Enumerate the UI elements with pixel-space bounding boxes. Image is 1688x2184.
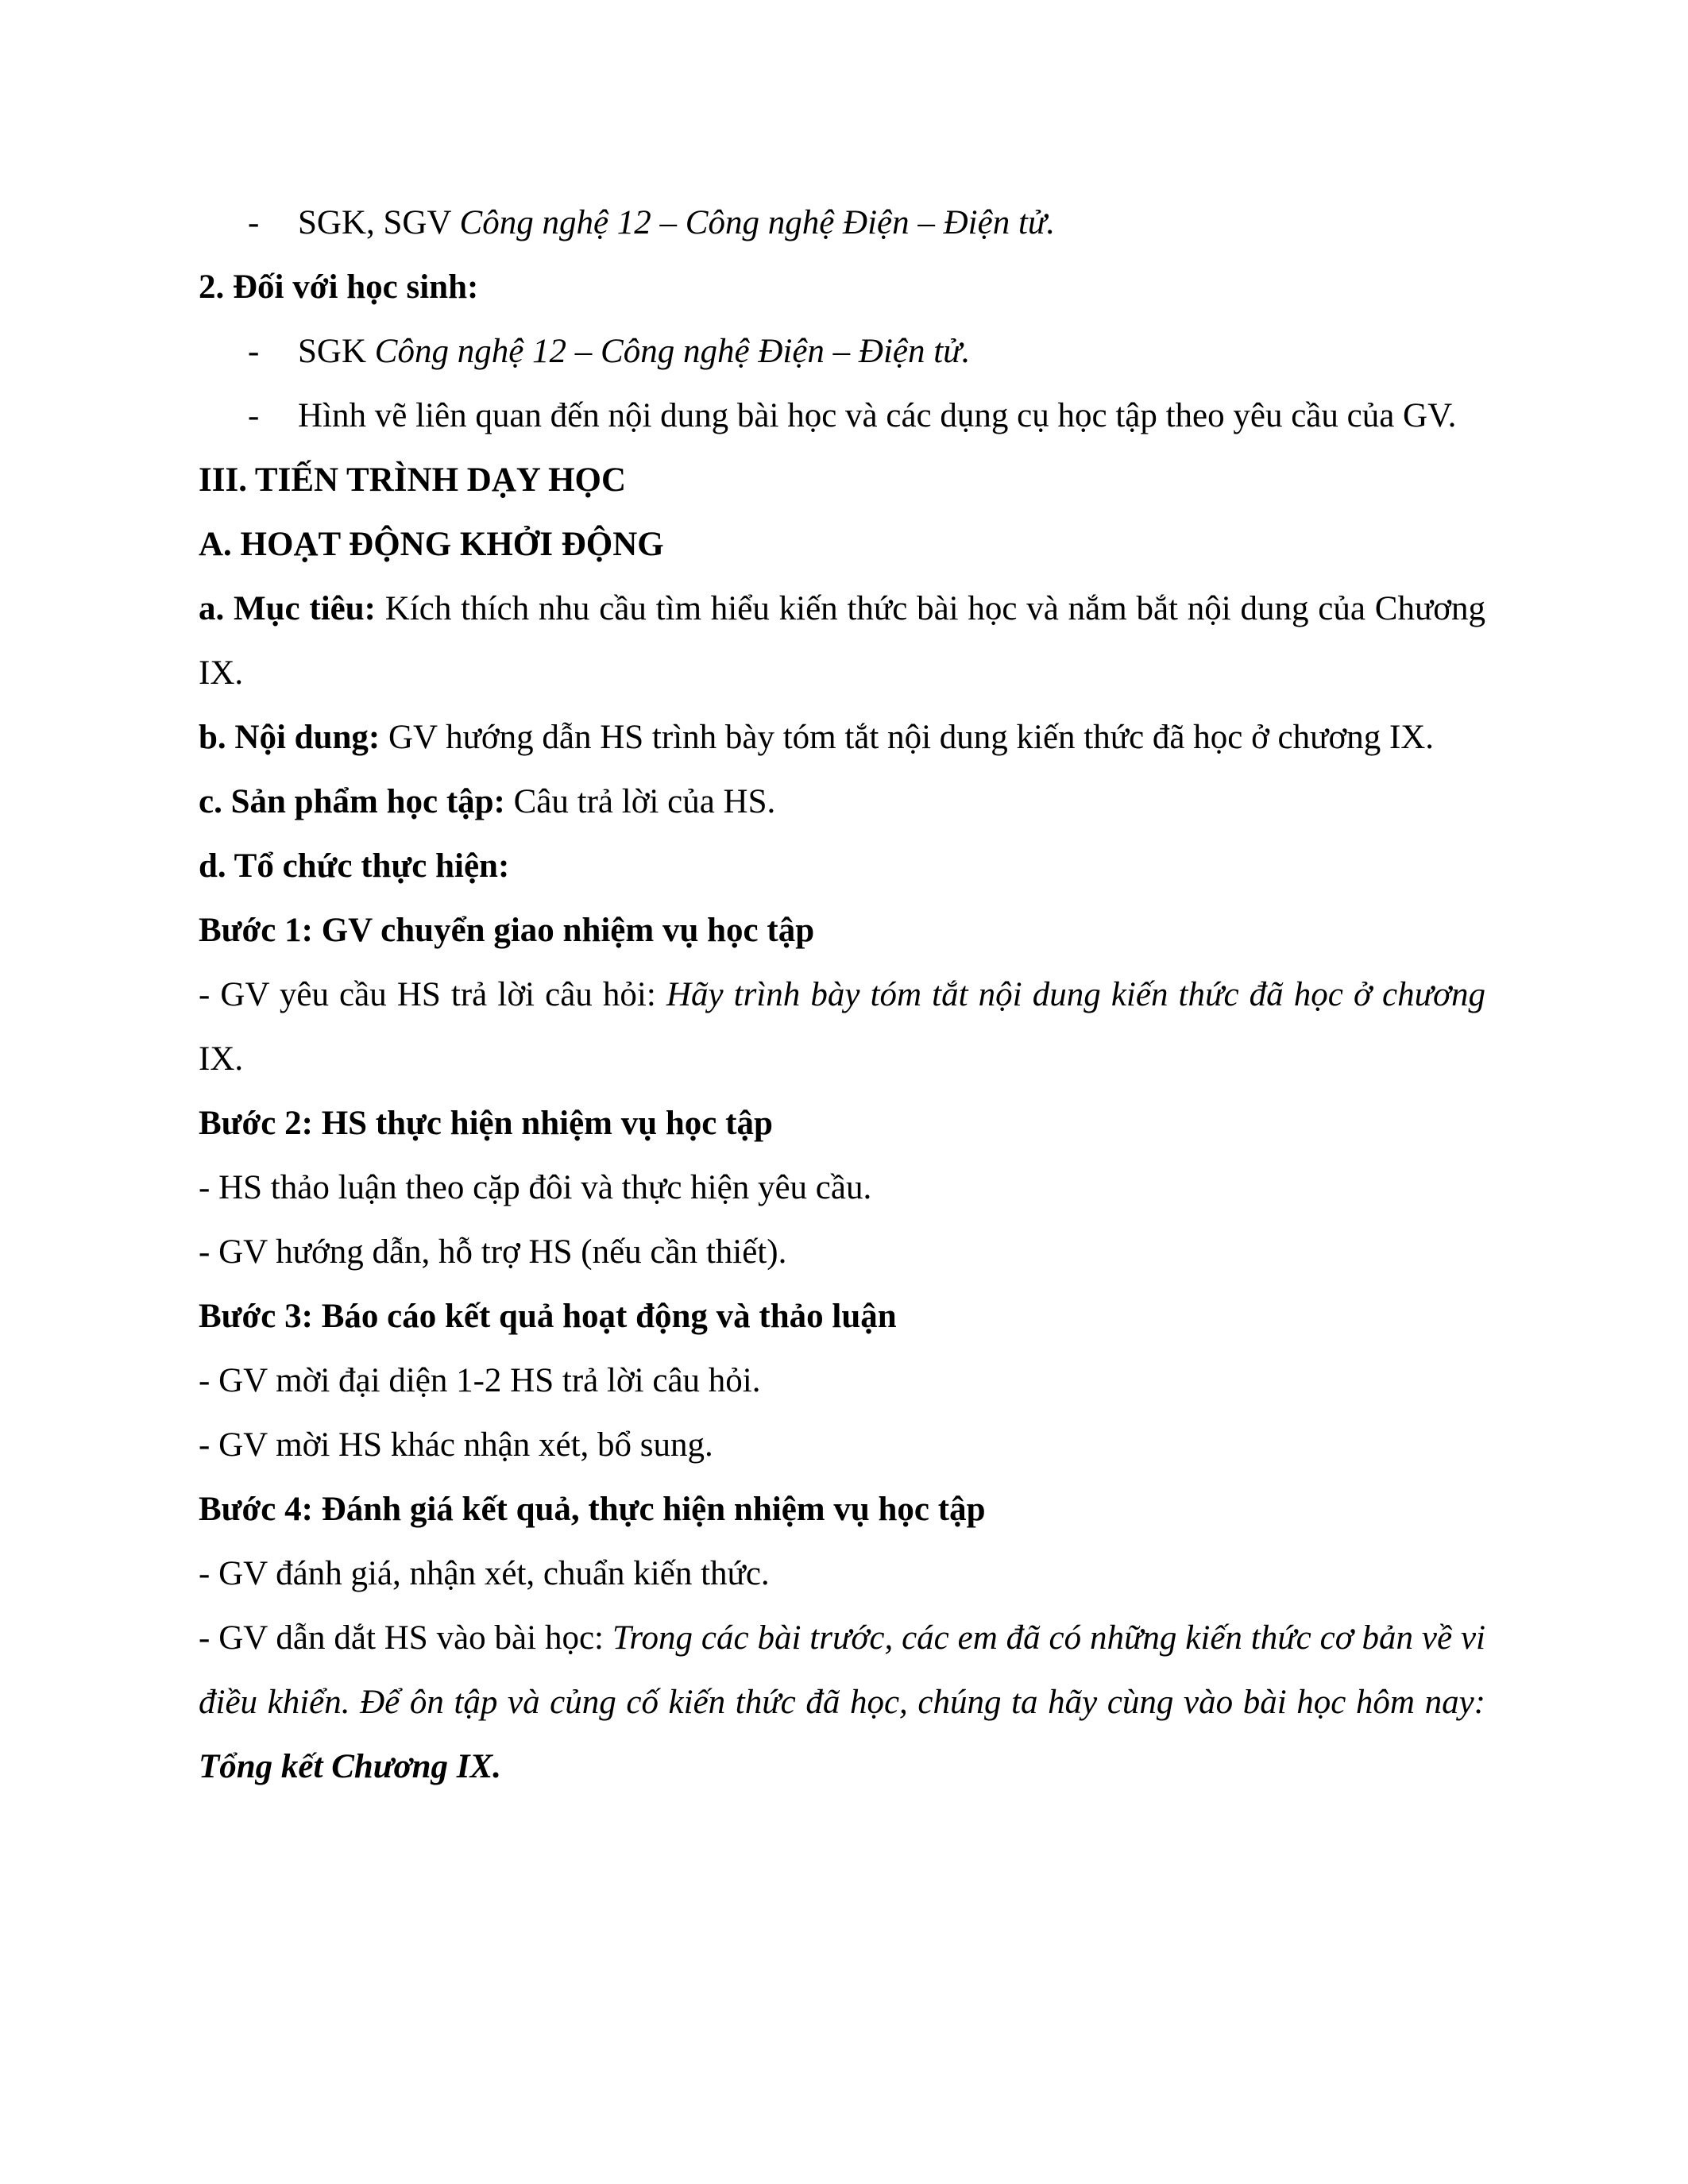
goal-label: a. Mục tiêu: bbox=[199, 590, 376, 627]
step2-heading: Bước 2: HS thực hiện nhiệm vụ học tập bbox=[199, 1105, 773, 1142]
item-prefix: SGK bbox=[298, 333, 375, 370]
step2-item: - GV hướng dẫn, hỗ trợ HS (nếu cần thiết). bbox=[199, 1233, 787, 1271]
item-prefix: SGK, SGV bbox=[298, 204, 460, 241]
step3-item: - GV mời đại diện 1-2 HS trả lời câu hỏi. bbox=[199, 1362, 761, 1399]
bullet-dash: - bbox=[248, 397, 260, 434]
goal-text: Kích thích nhu cầu tìm hiểu kiến thức bài học và nắm bắt nội dung của Chương IX. bbox=[199, 590, 1485, 692]
step4-item: - GV đánh giá, nhận xét, chuẩn kiến thức. bbox=[199, 1555, 770, 1592]
book-title: Công nghệ 12 – Công nghệ Điện – Điện tử. bbox=[459, 204, 1056, 241]
product-text: Câu trả lời của HS. bbox=[504, 783, 776, 820]
step1-item-suffix: IX. bbox=[199, 1040, 244, 1078]
step3-item: - GV mời HS khác nhận xét, bổ sung. bbox=[199, 1426, 713, 1464]
step4-heading: Bước 4: Đánh giá kết quả, thực hiện nhiệm vụ học tập bbox=[199, 1491, 986, 1528]
step4-intro-prefix: - GV dẫn dắt HS vào bài học: bbox=[199, 1619, 612, 1657]
document-page bbox=[199, 191, 1485, 1799]
bullet-dash: - bbox=[248, 333, 260, 370]
book-title: Công nghệ 12 – Công nghệ Điện – Điện tử. bbox=[374, 333, 971, 370]
step1-heading: Bước 1: GV chuyển giao nhiệm vụ học tập bbox=[199, 912, 815, 949]
product-paragraph bbox=[199, 770, 1485, 834]
goal-paragraph bbox=[199, 577, 1485, 705]
content-text: GV hướng dẫn HS trình bày tóm tắt nội dung kiến thức đã học ở chương IX. bbox=[380, 719, 1435, 756]
bullet-dash: - bbox=[248, 204, 260, 241]
step1-item-prefix: - GV yêu cầu HS trả lời câu hỏi: bbox=[199, 976, 666, 1013]
step3-heading: Bước 3: Báo cáo kết quả hoạt động và thảo luận bbox=[199, 1298, 897, 1335]
student-material-item bbox=[199, 384, 1485, 448]
step4-intro-italic: Trong các bài trước, các em đã có những kiến thức cơ bản về vi điều khiển. Để ôn tập và củng cố kiến thức đã học, chúng ta hãy cùng vào bài học hôm nay: bbox=[199, 1619, 1485, 1721]
step1-question: Hãy trình bày tóm tắt nội dung kiến thức đã học ở chương bbox=[666, 976, 1485, 1013]
student-materials-heading: 2. Đối với học sinh: bbox=[199, 268, 479, 306]
step4-intro-paragraph bbox=[199, 1606, 1485, 1799]
step2-item: - HS thảo luận theo cặp đôi và thực hiện yêu cầu. bbox=[199, 1169, 872, 1206]
section-heading: III. TIẾN TRÌNH DẠY HỌC bbox=[199, 461, 627, 499]
teacher-material-item bbox=[199, 191, 1485, 255]
item-text: Hình vẽ liên quan đến nội dung bài học và các dụng cụ học tập theo yêu cầu của GV. bbox=[298, 397, 1457, 434]
step1-item bbox=[199, 963, 1485, 1091]
content-label: b. Nội dung: bbox=[199, 719, 380, 756]
lesson-title: Tổng kết Chương IX. bbox=[199, 1748, 501, 1785]
content-paragraph bbox=[199, 705, 1485, 770]
product-label: c. Sản phẩm học tập: bbox=[199, 783, 505, 820]
activity-heading: A. HOẠT ĐỘNG KHỞI ĐỘNG bbox=[199, 526, 664, 563]
student-material-item bbox=[199, 319, 1485, 384]
organize-heading: d. Tổ chức thực hiện: bbox=[199, 847, 510, 885]
